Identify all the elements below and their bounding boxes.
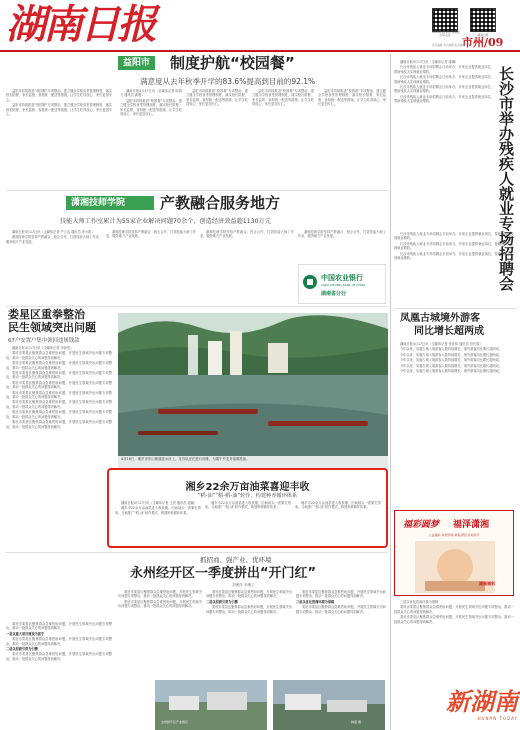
article-body: 娄底市娄星区聚焦群众急难愁盼问题，开展民生领域突出问题专项整治，推动一批群众关心的问题得到解决。 娄底市娄星区聚焦群众急难愁盼问题，开展民生领域突出问题专项整治，推动一批群众关心的问题得到解决。 bbox=[118, 590, 202, 609]
article-body: 益阳市持续推进“校园餐”专项整治，建立健全学校食堂管理制度，落实校长陪餐、家长监督、食材统一配送等措施，让学生吃得放心、家长更加安心。 bbox=[318, 89, 386, 107]
masthead-rule bbox=[0, 50, 520, 52]
article-body: 娄底市娄星区聚焦群众急难愁盼问题，开展民生领域突出问题专项整治，推动一批群众关心的问题得到解决。 一是以重大项目建设为抓手 娄底市娄星区聚焦群众急难愁盼问题，开展民生领域突出问题专项整治，推动一批群众关心的问题得到解决。 二是以招商引资为引擎 娄底市娄星区聚焦群众急难愁盼问题，开展民生领域突出问题专项整治，推动一批群众关心的问题得到解决。 bbox=[6, 622, 112, 661]
article-body: 娄底市娄星区聚焦群众急难愁盼问题，开展民生领域突出问题专项整治，推动一批群众关心的问题得到解决。 三是以优化营商环境为保障 娄底市娄星区聚焦群众急难愁盼问题，开展民生领域突出问题专项整治，推动一批群众关心的问题得到解决。 bbox=[296, 590, 386, 614]
article-body: 湖南日报4月17日讯（全媒体记者 张佳伟 通讯员 田长春） 今年以来，凤凰古城入境游客人数持续增长，境外游客同比增长超两成。 今年以来，凤凰古城入境游客人数持续增长，境外游客同比增长超两成。 今年以来，凤凰古城入境游客人数持续增长，境外游客同比增长超两成。 今年以来，凤凰古城入境游客人数持续增长，境外游客同比增长超两成。 今年以来，凤凰古城入境游客人数持续增长，境外游客同比增长超两成。 bbox=[400, 342, 502, 374]
divider bbox=[6, 552, 388, 553]
qr-caption: 扫码关注 bbox=[439, 33, 451, 37]
bank-advertisement bbox=[298, 264, 386, 304]
subhead: 67户安置户集中领回违规钱款 bbox=[8, 338, 80, 344]
vertical-headline: 长沙市举办残疾人就业专场招聘会 bbox=[497, 66, 515, 291]
byline: 刘俊萍 李湘宁 bbox=[232, 583, 255, 587]
watermark-text: 新湖南 bbox=[446, 687, 518, 716]
bank-logo-icon bbox=[303, 275, 317, 289]
bank-name-en: AGRICULTURAL BANK OF CHINA bbox=[321, 283, 366, 287]
ad-brand: 湖南福彩 bbox=[479, 581, 495, 586]
qr-caption: 湖南日报 bbox=[477, 33, 489, 37]
divider bbox=[6, 306, 388, 307]
ad-slogan: 福泽潇湘 bbox=[453, 520, 490, 530]
bank-branch: 湖南省分行 bbox=[321, 291, 347, 297]
qr-code-icon bbox=[432, 8, 458, 32]
headline: 制度护航“校园餐” bbox=[170, 54, 295, 72]
bank-name: 中国农业银行 bbox=[321, 274, 363, 282]
watermark-en: HUNAN TODAY bbox=[477, 716, 518, 721]
masthead-title: 湖南日报 bbox=[6, 1, 154, 48]
article-body: 湖南日报4月17日讯（全媒体记者 虞琳） 长沙市残疾人就业专场招聘会日前举办，多家企业提供就业岗位，帮助残疾人实现就业增收。 长沙市残疾人就业专场招聘会日前举办，多家企业提供就业岗位，帮助残疾人实现就业增收。 长沙市残疾人就业专场招聘会日前举办，多家企业提供就业岗位，帮助残疾人实现就业增收。 长沙市残疾人就业专场招聘会日前举办，多家企业提供就业岗位，帮助残疾人实现就业增收。 bbox=[394, 60, 494, 104]
article-body: 益阳市持续推进“校园餐”专项整治，建立健全学校食堂管理制度，落实校长陪餐、家长监督、食材统一配送等措施，让学生吃得放心、家长更加安心。 益阳市持续推进“校园餐”专项整治，建立健全学校食堂管理制度，落实校长陪餐、家长监督、食材统一配送等措施，让学生吃得放心、家长更加安心。 bbox=[6, 89, 112, 117]
issue-date: 2024年4月18日 星期四 bbox=[432, 31, 460, 34]
article-body: 潇湘技师学院坚持产教融合、校企合作，打造技能大师工作室，服务地方产业发展。 bbox=[200, 230, 294, 239]
highlighted-article bbox=[107, 468, 388, 548]
headline: 同比增长超两成 bbox=[414, 326, 484, 337]
ad-slogan: 福彩圆梦 bbox=[403, 520, 440, 530]
article-body: 湖南日报4月17日讯（全媒体记者 陈鸿飞 通讯员 龚雅） 益阳市持续推进“校园餐”专项整治，建立健全学校食堂管理制度，落实校长陪餐、家长监督、食材统一配送等措施，让学生吃得放心、家长更加安心。 bbox=[120, 89, 182, 117]
article-body: 娄底市娄星区聚焦群众急难愁盼问题，开展民生领域突出问题专项整治，推动一批群众关心的问题得到解决。 二是以招商引资为引擎 娄底市娄星区聚焦群众急难愁盼问题，开展民生领域突出问题专项整治，推动一批群众关心的问题得到解决。 bbox=[206, 590, 292, 614]
article-body: 湘乡市22余万亩油菜进入收获期，田间地头一派繁忙景象。当地推广“稻-油”轮作模式，构建种养循环体系。 bbox=[295, 501, 381, 510]
masthead-logo bbox=[6, 2, 196, 48]
section-tag: 益阳市 bbox=[118, 56, 155, 70]
article-body: 湖南日报4月17日讯（全媒体记者 王亮 通讯员 曾赢） 湘乡市22余万亩油菜进入收获期，田间地头一派繁忙景象。当地推广“稻-油”轮作模式，构建种养循环体系。 bbox=[115, 501, 201, 515]
ad-line: 公益福彩 扶老助残 救孤济困 扶贫助学 bbox=[428, 533, 480, 537]
watermark-logo bbox=[430, 688, 518, 728]
headline: 民生领域突出问题 bbox=[8, 321, 96, 334]
qr-code-icon bbox=[470, 8, 496, 32]
subhead: 技能大师工作室累计为55家企业解决问题70余个，创造经济效益超1130万元 bbox=[60, 218, 271, 225]
article-body: 长沙市残疾人就业专场招聘会日前举办，多家企业提供就业岗位，帮助残疾人实现就业增收。 长沙市残疾人就业专场招聘会日前举办，多家企业提供就业岗位，帮助残疾人实现就业增收。 长沙市残疾人就业专场招聘会日前举办，多家企业提供就业岗位，帮助残疾人实现就业增收。 bbox=[394, 232, 514, 261]
headline: 湘乡22余万亩油菜喜迎丰收 bbox=[185, 482, 310, 493]
article-body: 三是以优化营商环境为保障 娄底市娄星区聚焦群众急难愁盼问题，开展民生领域突出问题专项整治，推动一批群众关心的问题得到解决。 娄底市娄星区聚焦群众急难愁盼问题，开展民生领域突出问题专项整治，推动一批群众关心的问题得到解决。 bbox=[394, 600, 514, 624]
headline: 永州经开区一季度拼出“开门红” bbox=[130, 566, 317, 581]
lottery-advertisement bbox=[394, 510, 514, 596]
news-photo bbox=[118, 313, 388, 470]
photo-caption: 永州经开区产业园区 bbox=[161, 720, 189, 724]
headline: 凤凰古城境外游客 bbox=[400, 313, 480, 324]
kicker: 抓招商、强产业、优环境 bbox=[200, 556, 272, 564]
section-page-label: 市州/09 bbox=[462, 36, 504, 49]
article-body: 潇湘技师学院坚持产教融合、校企合作，打造技能大师工作室，服务地方产业发展。 bbox=[298, 230, 386, 239]
subhead: “稻-油”“稻-稻-油”轮作，构建种养循环体系 bbox=[197, 493, 298, 499]
divider bbox=[6, 190, 388, 191]
headline: 娄星区重拳整治 bbox=[8, 308, 85, 321]
photo-credit: 韩嘉 摄 bbox=[351, 720, 361, 724]
article-body: 湘乡市22余万亩油菜进入收获期，田间地头一派繁忙景象。当地推广“稻-油”轮作模式，构建种养循环体系。 bbox=[205, 501, 291, 510]
section-tag: 潇湘技师学院 bbox=[66, 196, 154, 210]
industrial-park-photo bbox=[155, 680, 385, 730]
divider bbox=[394, 308, 516, 309]
article-body: 益阳市持续推进“校园餐”专项整治，建立健全学校食堂管理制度，落实校长陪餐、家长监督、食材统一配送等措施，让学生吃得放心、家长更加安心。 bbox=[252, 89, 314, 107]
article-body: 益阳市持续推进“校园餐”专项整治，建立健全学校食堂管理制度，落实校长陪餐、家长监督、食材统一配送等措施，让学生吃得放心、家长更加安心。 bbox=[186, 89, 248, 107]
article-body: 湖南日报4月17日讯（全媒体记者 严万达 通讯员 李小燕） 潇湘技师学院坚持产教融合、校企合作，打造技能大师工作室，服务地方产业发展。 bbox=[6, 230, 102, 244]
column-rule bbox=[390, 54, 391, 730]
photo-caption: 4月16日，湘乡市东山街道涟水河上，龙舟队正在进行训练，为端午节龙舟赛做准备。 bbox=[121, 457, 250, 461]
editor-credits: 责任编辑 版式编辑 美术编辑 bbox=[432, 44, 465, 47]
article-body: 湖南日报4月17日讯（全媒体记者 李沛然） 娄底市娄星区聚焦群众急难愁盼问题，开展民生领域突出问题专项整治，推动一批群众关心的问题得到解决。 娄底市娄星区聚焦群众急难愁盼问题，开展民生领域突出问题专项整治，推动一批群众关心的问题得到解决。 娄底市娄星区聚焦群众急难愁盼问题，开展民生领域突出问题专项整治，推动一批群众关心的问题得到解决。 娄底市娄星区聚焦群众急难愁盼问题，开展民生领域突出问题专项整治，推动一批群众关心的问题得到解决。 娄底市娄星区聚焦群众急难愁盼问题，开展民生领域突出问题专项整治，推动一批群众关心的问题得到解决。 娄底市娄星区聚焦群众急难愁盼问题，开展民生领域突出问题专项整治，推动一批群众关心的问题得到解决。 娄底市娄星区聚焦群众急难愁盼问题，开展民生领域突出问题专项整治，推动一批群众关心的问题得到解决。 娄底市娄星区聚焦群众急难愁盼问题，开展民生领域突出问题专项整治，推动一批群众关心的问题得到解决。 bbox=[6, 346, 112, 429]
article-body: 潇湘技师学院坚持产教融合、校企合作，打造技能大师工作室，服务地方产业发展。 bbox=[106, 230, 196, 239]
headline: 产教融合服务地方 bbox=[160, 194, 281, 212]
subhead: 满意度从去年秋季开学的83.6%提高到目前的92.1% bbox=[140, 77, 316, 86]
